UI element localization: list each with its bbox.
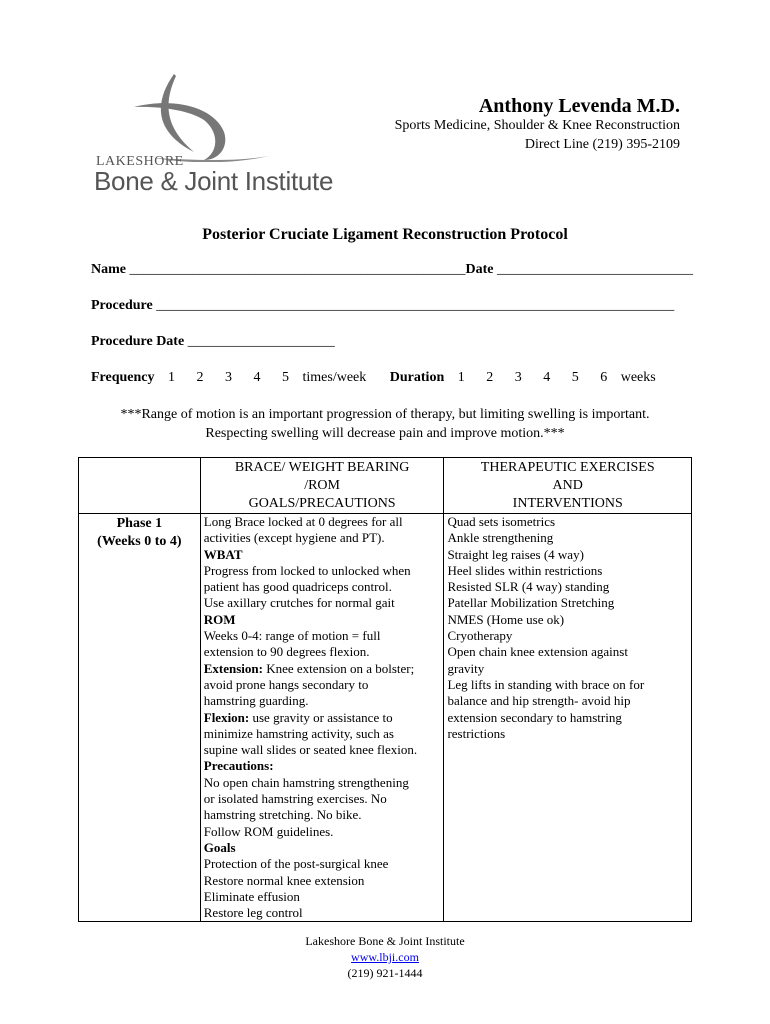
phase-header — [79, 458, 201, 514]
header-line: GOALS/PRECAUTIONS — [248, 496, 396, 511]
duration-option[interactable]: 4 — [543, 370, 551, 385]
logo-swoosh-icon — [134, 72, 274, 162]
brace-line: Restore leg control — [203, 905, 303, 921]
exercise-line: Heel slides within restrictions — [447, 562, 603, 578]
brace-line: Flexion: use gravity or assistance to — [203, 709, 393, 725]
swelling-note — [60, 405, 710, 443]
brace-cell — [200, 514, 444, 922]
exercise-line: Ankle strengthening — [447, 530, 554, 546]
logo-text-lakeshore: LAKESHORE — [96, 154, 184, 169]
frequency-option[interactable]: 5 — [282, 370, 290, 385]
footer-phone: (219) 921-1444 — [347, 966, 423, 980]
frequency-option[interactable]: 3 — [225, 370, 233, 385]
brace-line: minimize hamstring activity, such as — [203, 725, 394, 741]
table-header-row — [79, 458, 692, 514]
doctor-name: Anthony Levenda M.D. — [478, 95, 680, 117]
brace-line: Restore normal knee extension — [203, 872, 365, 888]
exercise-line: Cryotherapy — [447, 628, 513, 644]
duration-option[interactable]: 1 — [457, 370, 465, 385]
phase-cell — [79, 514, 201, 922]
procedure-date-label: Procedure Date — [91, 334, 185, 349]
exercise-line: NMES (Home use ok) — [447, 611, 565, 627]
exercise-line: Open chain knee extension against — [447, 644, 628, 660]
brace-line: avoid prone hangs secondary to — [203, 676, 369, 692]
exercise-line: Resisted SLR (4 way) standing — [447, 579, 610, 595]
header-line: THERAPEUTIC EXERCISES — [480, 460, 655, 475]
name-field[interactable]: ________________________________________________ — [129, 262, 466, 277]
header-line: INTERVENTIONS — [512, 496, 623, 511]
institute-logo — [94, 72, 369, 202]
frequency-option[interactable]: 1 — [168, 370, 176, 385]
name-label: Name — [91, 262, 126, 277]
procedure-date-field[interactable]: _____________________ — [187, 334, 335, 349]
exercise-line: Quad sets isometrics — [447, 514, 556, 529]
procedure-date-row — [91, 334, 335, 350]
note-line: Respecting swelling will decrease pain and improve motion.*** — [205, 426, 565, 441]
brace-line: hamstring guarding. — [203, 693, 309, 709]
brace-line: supine wall slides or seated knee flexion. — [203, 742, 418, 758]
frequency-row — [91, 370, 656, 386]
duration-unit: weeks — [620, 370, 656, 385]
phase-label: Phase 1 — [116, 516, 163, 531]
header-line: /ROM — [304, 478, 340, 493]
phase-weeks: (Weeks 0 to 4) — [97, 534, 182, 549]
brace-line-heading: Extension: — [203, 660, 263, 676]
table-row — [79, 514, 692, 922]
brace-line: Goals — [203, 839, 236, 855]
frequency-option[interactable]: 4 — [253, 370, 261, 385]
duration-option[interactable]: 6 — [600, 370, 608, 385]
protocol-table — [78, 457, 692, 922]
header-line: BRACE/ WEIGHT BEARING — [234, 460, 410, 475]
page-title: Posterior Cruciate Ligament Reconstruction Protocol — [202, 226, 568, 243]
exercise-line: gravity — [447, 660, 485, 676]
duration-option[interactable]: 3 — [514, 370, 522, 385]
doctor-direct-line: Direct Line (219) 395-2109 — [524, 137, 680, 152]
exercise-cell — [444, 514, 692, 922]
brace-line: No open chain hamstring strengthening — [203, 774, 409, 790]
exercise-line: Straight leg raises (4 way) — [447, 546, 584, 562]
brace-line: Eliminate effusion — [203, 888, 300, 904]
brace-line: or isolated hamstring exercises. No — [203, 791, 387, 807]
brace-line: extension to 90 degrees flexion. — [203, 644, 370, 660]
procedure-field[interactable]: __________________________________________________________________________ — [156, 298, 675, 313]
duration-label: Duration — [389, 370, 445, 385]
exercise-line: balance and hip strength- avoid hip — [447, 693, 631, 709]
brace-line: Follow ROM guidelines. — [203, 823, 334, 839]
date-field[interactable]: ____________________________ — [497, 262, 693, 277]
brace-line: Extension: Knee extension on a bolster; — [203, 660, 415, 676]
brace-line: Weeks 0-4: range of motion = full — [203, 628, 381, 644]
footer — [0, 933, 770, 981]
footer-org: Lakeshore Bone & Joint Institute — [305, 934, 465, 948]
header-line: AND — [552, 478, 583, 493]
frequency-unit: times/week — [302, 370, 367, 385]
brace-line: activities (except hygiene and PT). — [203, 530, 385, 546]
brace-header — [200, 458, 444, 514]
exercise-header — [444, 458, 692, 514]
frequency-label: Frequency — [91, 370, 155, 385]
brace-line: patient has good quadriceps control. — [203, 579, 392, 595]
frequency-option[interactable]: 2 — [196, 370, 204, 385]
brace-line: Protection of the post-surgical knee — [203, 856, 389, 872]
brace-line: WBAT — [203, 546, 243, 562]
brace-line: ROM — [203, 611, 236, 627]
procedure-label: Procedure — [91, 298, 153, 313]
brace-line: Long Brace locked at 0 degrees for all — [203, 514, 403, 529]
name-date-row — [91, 262, 693, 278]
brace-line: Progress from locked to unlocked when — [203, 562, 411, 578]
exercise-line: restrictions — [447, 725, 506, 741]
exercise-line: Patellar Mobilization Stretching — [447, 595, 615, 611]
duration-option[interactable]: 2 — [486, 370, 494, 385]
brace-line: hamstring stretching. No bike. — [203, 807, 362, 823]
duration-option[interactable]: 5 — [571, 370, 579, 385]
logo-text-institute: Bone & Joint Institute — [94, 166, 334, 196]
doctor-specialty: Sports Medicine, Shoulder & Knee Reconstruction — [394, 118, 680, 133]
note-line: ***Range of motion is an important progression of therapy, but limiting swelling is important. — [120, 407, 650, 422]
exercise-line: extension secondary to hamstring — [447, 709, 622, 725]
brace-line: Use axillary crutches for normal gait — [203, 595, 395, 611]
procedure-row — [91, 298, 674, 314]
footer-url-link[interactable]: www.lbji.com — [351, 950, 419, 964]
exercise-line: Leg lifts in standing with brace on for — [447, 676, 645, 692]
date-label: Date — [465, 262, 494, 277]
brace-line: Precautions: — [203, 758, 274, 774]
brace-line-heading: Flexion: — [203, 709, 250, 725]
